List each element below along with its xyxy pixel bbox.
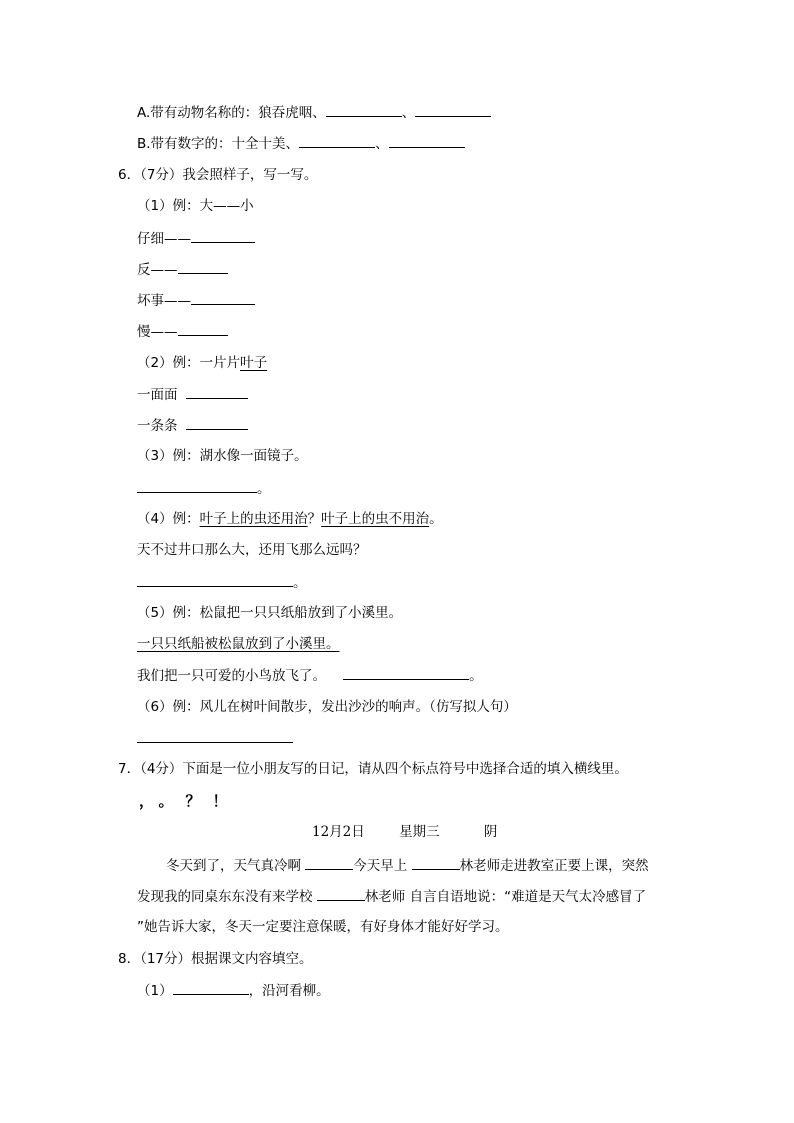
answer-blank[interactable] xyxy=(178,322,228,336)
q7-header: 7．（4分）下面是一位小朋友写的日记，请从四个标点符号中选择合适的填入横线里。 xyxy=(118,761,628,777)
q6-example-2: （2）例：一片片叶子 xyxy=(137,355,268,371)
answer-blank[interactable] xyxy=(191,291,255,305)
q6-measure-row: 一面面 xyxy=(137,385,248,404)
q6-answer-4: 。 xyxy=(137,573,307,592)
diary-paragraph-line: ”她告诉大家，冬天一定要注意保暖，有好身体才能好好学习。 xyxy=(137,919,509,935)
q6-example-5-answer: 一只只纸船被松鼠放到了小溪里。 xyxy=(137,636,340,652)
underlined-word: 叶子 xyxy=(240,355,268,371)
q7-punctuation-options: ，。？！ xyxy=(139,792,240,810)
q6-example-6: （6）例：风儿在树叶间散步，发出沙沙的响声。（仿写拟人句） xyxy=(137,699,517,715)
q6-answer-6 xyxy=(137,729,293,748)
q6-antonym-row: 反—— xyxy=(137,260,228,279)
q6-measure-row: 一条条 xyxy=(137,416,248,435)
q5-item-b: B.带有数字的：十全十美、 、 xyxy=(137,134,465,153)
q6-example-3: （3）例：湖水像一面镜子。 xyxy=(137,448,308,464)
q6-example-1: （1）例：大——小 xyxy=(137,198,254,214)
q6-task-5: 我们把一只可爱的小鸟放飞了。 。 xyxy=(137,668,483,684)
q5-item-b-text: B.带有数字的：十全十美、 xyxy=(137,136,300,152)
q5-item-a: A.带有动物名称的：狼吞虎咽、 、 xyxy=(137,103,491,122)
answer-blank[interactable] xyxy=(178,260,228,274)
answer-blank[interactable] xyxy=(137,729,293,743)
q6-example-5: （5）例：松鼠把一只只纸船放到了小溪里。 xyxy=(137,605,403,621)
diary-paragraph-line: 发现我的同桌东东没有来学校 林老师 自言自语地说：“难道是天气太冷感冒了 xyxy=(137,889,647,905)
answer-blank[interactable] xyxy=(173,981,249,995)
answer-blank[interactable] xyxy=(415,103,491,117)
answer-blank[interactable] xyxy=(412,856,460,870)
q6-header: 6．（7分）我会照样子，写一写。 xyxy=(118,167,318,183)
diary-paragraph-line: 冬天到了，天气真冷啊 今天早上 林老师走进教室正要上课，突然 xyxy=(166,858,649,874)
answer-blank[interactable] xyxy=(389,134,465,148)
diary-date-line xyxy=(312,823,497,841)
answer-blank[interactable] xyxy=(343,666,469,680)
q8-item-1: （1） ，沿河看柳。 xyxy=(137,983,330,999)
q6-antonym-row: 慢—— xyxy=(137,322,228,341)
answer-blank[interactable] xyxy=(326,103,402,117)
q6-antonym-row: 坏事—— xyxy=(137,291,255,310)
answer-blank[interactable] xyxy=(186,416,248,430)
answer-blank[interactable] xyxy=(299,134,375,148)
q6-antonym-row: 仔细—— xyxy=(137,229,255,248)
diary-date: 12月2日 xyxy=(312,824,365,840)
answer-blank[interactable] xyxy=(191,229,255,243)
diary-weekday: 星期三 xyxy=(399,824,440,840)
answer-blank[interactable] xyxy=(317,887,365,901)
q5-item-a-text: A.带有动物名称的：狼吞虎咽、 xyxy=(137,105,326,121)
answer-blank[interactable] xyxy=(137,573,293,587)
answer-blank[interactable] xyxy=(305,856,353,870)
answer-blank[interactable] xyxy=(137,479,257,493)
diary-weather: 阴 xyxy=(483,824,498,840)
q6-task-4: 天不过井口那么大，还用飞那么远吗？ xyxy=(137,542,367,558)
q8-header: 8．（17分）根据课文内容填空。 xyxy=(118,951,313,967)
q6-answer-3: 。 xyxy=(137,479,271,498)
answer-blank[interactable] xyxy=(186,385,248,399)
q6-example-4: （4）例：叶子上的虫还用治？叶子上的虫不用治。 xyxy=(137,511,443,527)
